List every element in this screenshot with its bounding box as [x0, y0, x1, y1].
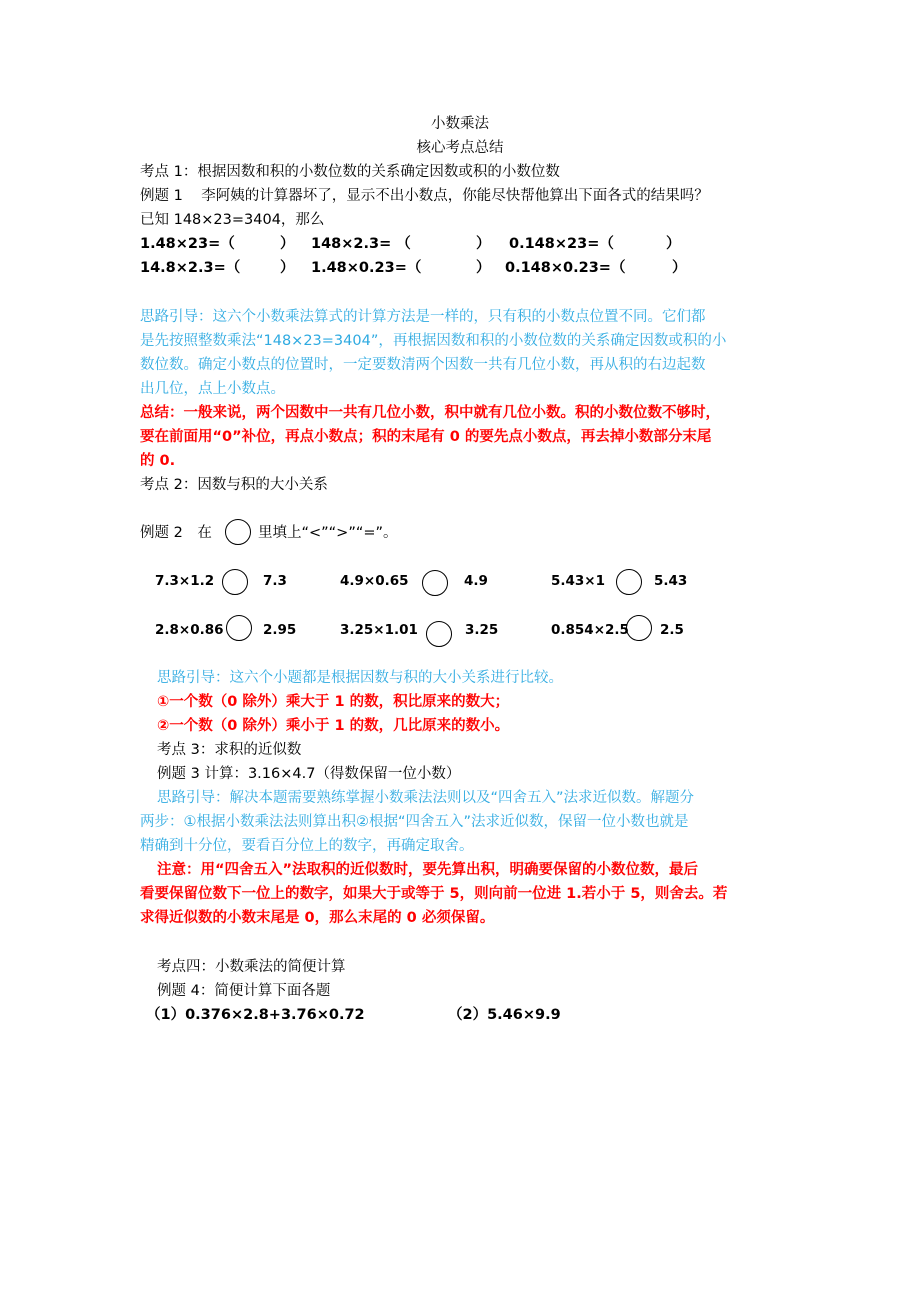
compare-circle-input[interactable]	[616, 569, 642, 595]
compare-left: 4.9×0.65	[340, 573, 409, 589]
kp1-r2-q3-close: ）	[672, 260, 687, 276]
kp2-rule1: ①一个数（0 除外）乘大于 1 的数，积比原来的数大；	[157, 694, 510, 710]
kp1-summary-line: 要在前面用“0”补位，再点小数点；积的末尾有 0 的要先点小数点，再去掉小数部分末尾	[140, 429, 712, 445]
compare-right: 3.25	[465, 622, 499, 638]
kp1-r2-q1: 14.8×2.3=（	[140, 260, 241, 276]
kp2-example-suffix: 里填上“<”“>”“=”。	[258, 525, 398, 541]
kp1-example-label: 例题 1	[140, 188, 183, 204]
kp3-hint-line: 两步：①根据小数乘法法则算出积②根据“四舍五入”法求近似数，保留一位小数也就是	[140, 814, 689, 830]
kp1-r2-q1-close: ）	[280, 260, 295, 276]
compare-right: 7.3	[263, 573, 287, 589]
kp2-heading: 考点 2：因数与积的大小关系	[140, 477, 328, 493]
kp1-r2-q2: 1.48×0.23=（	[311, 260, 422, 276]
kp3-hint-line: 思路引导：解决本题需要熟练掌握小数乘法法则以及“四舍五入”法求近似数。解题分	[157, 790, 695, 806]
kp4-question-2: （2）5.46×9.9	[448, 1007, 561, 1023]
kp3-note-line: 求得近似数的小数末尾是 0，那么末尾的 0 必须保留。	[140, 910, 495, 926]
kp4-heading: 考点四：小数乘法的简便计算	[157, 959, 346, 975]
kp1-summary-line: 总结：一般来说，两个因数中一共有几位小数，积中就有几位小数。积的小数位数不够时，	[140, 405, 720, 421]
kp1-r1-q2: 148×2.3= （	[311, 236, 411, 252]
answer-circle-icon	[225, 519, 251, 545]
kp1-r1-q3: 0.148×23=（	[509, 236, 614, 252]
compare-right: 5.43	[654, 573, 688, 589]
compare-left: 2.8×0.86	[155, 622, 224, 638]
kp3-note-line: 注意：用“四舍五入”法取积的近似数时，要先算出积，明确要保留的小数位数，最后	[157, 862, 699, 878]
kp1-hint-line: 思路引导：这六个小数乘法算式的计算方法是一样的，只有积的小数点位置不同。它们都	[140, 309, 706, 325]
kp1-summary-line: 的 0.	[140, 453, 176, 469]
compare-circle-input[interactable]	[222, 569, 248, 595]
kp2-rule2: ②一个数（0 除外）乘小于 1 的数，几比原来的数小。	[157, 718, 510, 734]
kp1-hint-line: 数位数。确定小数点的位置时，一定要数清两个因数一共有几位小数，再从积的右边起数	[140, 357, 706, 373]
kp1-hint-line: 出几位，点上小数点。	[140, 381, 285, 397]
kp3-note-line: 看要保留位数下一位上的数字，如果大于或等于 5，则向前一位进 1.若小于 5，则舍去。若	[140, 886, 728, 902]
compare-left: 5.43×1	[551, 573, 606, 589]
kp1-example	[140, 184, 709, 208]
kp2-example-prefix: 例题 2 在	[140, 525, 212, 541]
kp3-hint-line: 精确到十分位，要看百分位上的数字，再确定取舍。	[140, 838, 474, 854]
kp1-r2-q3: 0.148×0.23=（	[505, 260, 626, 276]
kp1-r1-q2-close: ）	[476, 236, 491, 252]
compare-circle-input[interactable]	[626, 615, 652, 641]
kp1-r1-q1-close: ）	[280, 236, 295, 252]
page-subtitle: 核心考点总结	[416, 140, 504, 156]
kp4-example: 例题 4：简便计算下面各题	[157, 983, 331, 999]
kp1-example-text: 李阿姨的计算器坏了，显示不出小数点，你能尽快帮他算出下面各式的结果吗？	[201, 188, 709, 204]
kp1-r1-q3-close: ）	[666, 236, 681, 252]
kp3-heading: 考点 3：求积的近似数	[157, 742, 302, 758]
kp3-example: 例题 3 计算：3.16×4.7（得数保留一位小数）	[157, 766, 461, 782]
kp1-r1-q1: 1.48×23=（	[140, 236, 235, 252]
kp2-hint: 思路引导：这六个小题都是根据因数与积的大小关系进行比较。	[157, 670, 563, 686]
page-title: 小数乘法	[431, 116, 489, 132]
kp1-given: 已知 148×23=3404，那么	[140, 212, 325, 228]
compare-left: 3.25×1.01	[340, 622, 418, 638]
compare-left: 0.854×2.5	[551, 622, 629, 638]
kp1-hint-line: 是先按照整数乘法“148×23=3404”，再根据因数和积的小数位数的关系确定因数或积的小	[140, 333, 727, 349]
kp4-question-1: （1）0.376×2.8+3.76×0.72	[146, 1007, 365, 1023]
compare-right: 2.95	[263, 622, 297, 638]
compare-right: 2.5	[660, 622, 684, 638]
compare-circle-input[interactable]	[226, 615, 252, 641]
compare-left: 7.3×1.2	[155, 573, 215, 589]
kp1-heading: 考点 1：根据因数和积的小数位数的关系确定因数或积的小数位数	[140, 164, 560, 180]
compare-right: 4.9	[464, 573, 488, 589]
kp1-r2-q2-close: ）	[476, 260, 491, 276]
compare-circle-input[interactable]	[426, 621, 452, 647]
compare-circle-input[interactable]	[422, 570, 448, 596]
